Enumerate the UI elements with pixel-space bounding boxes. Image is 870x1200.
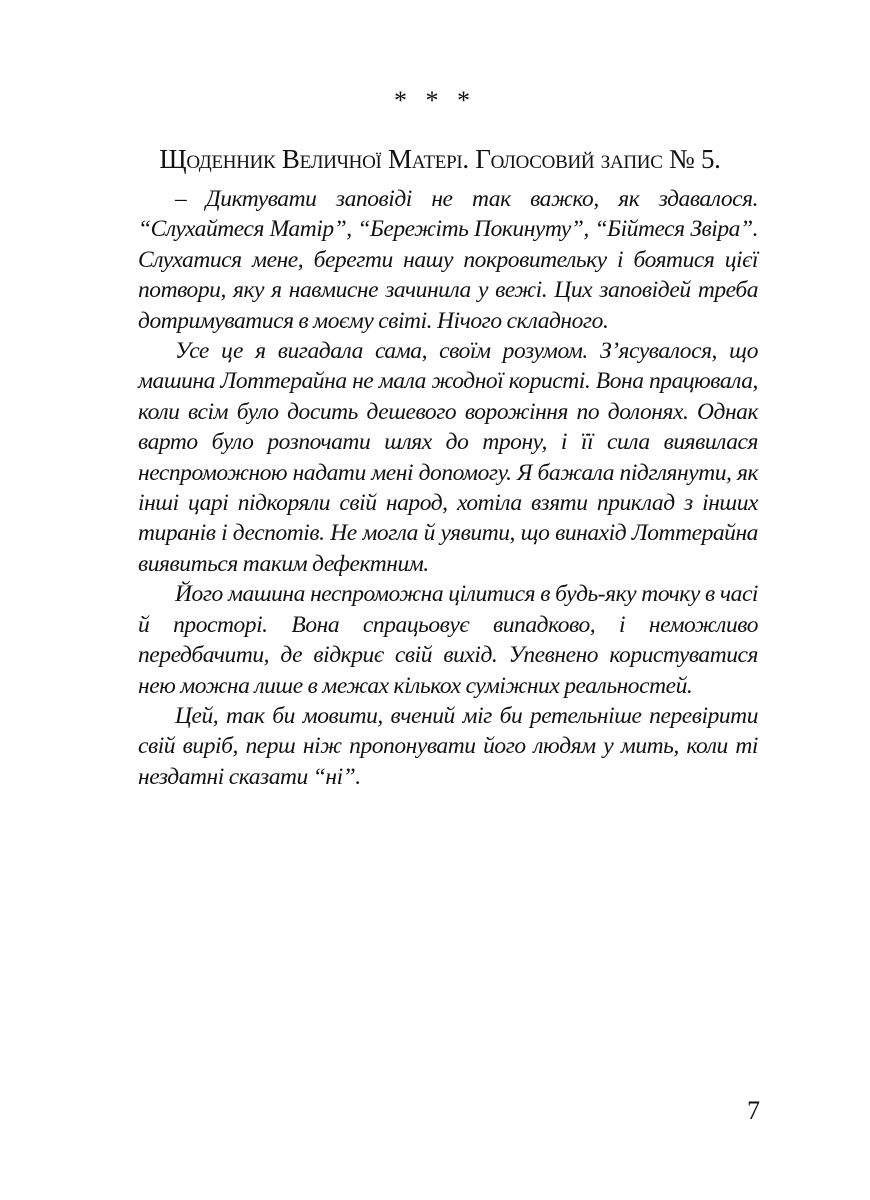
page-number: 7	[747, 1096, 760, 1125]
paragraph: Усе це я вигадала сама, своїм розумом. З’ясувалося, що машина Лоттерайна не мала жодної користі. Вона працювала, коли всім було досить дешевого ворожіння по долонях. Однак варто було розпочати шлях до трону, і її сила виявилася неспроможною надати мені допомогу. Я бажала підглянути, як інші царі підкоряли свій народ, хотіла взяти приклад з інших тиранів і деспотів. Не могла й уявити, що винахід Лоттерайна виявиться таким дефектним.	[138, 338, 758, 577]
body-text	[138, 184, 758, 792]
paragraph: Цей, так би мовити, вчений міг би ретельніше перевірити свій виріб, перш ніж пропонувати його людям у мить, коли ті нездатні сказати “ні”.	[138, 702, 758, 790]
paragraph: – Диктувати заповіді не так важко, як здавалося. “Слухайтеся Матір”, “Бережіть Покинуту”, “Бійтеся Звіра”. Слухатися мене, берегти нашу покровительку і боятися цієї потвори, яку я навмисне зачинила у вежі. Цих заповідей треба дотримуватися в моєму світі. Нічого складного.	[138, 186, 758, 334]
entry-heading: Щоденник Величної Матері. Голосовий запис № 5.	[159, 144, 721, 174]
paragraph: Його машина неспроможна цілитися в будь-яку точку в часі й просторі. Вона спрацьовує випадково, і неможливо передбачити, де відкриє свій вихід. Упевнено користуватися нею можна лише в межах кількох суміжних реальностей.	[138, 581, 758, 699]
section-separator: * * *	[394, 86, 476, 115]
